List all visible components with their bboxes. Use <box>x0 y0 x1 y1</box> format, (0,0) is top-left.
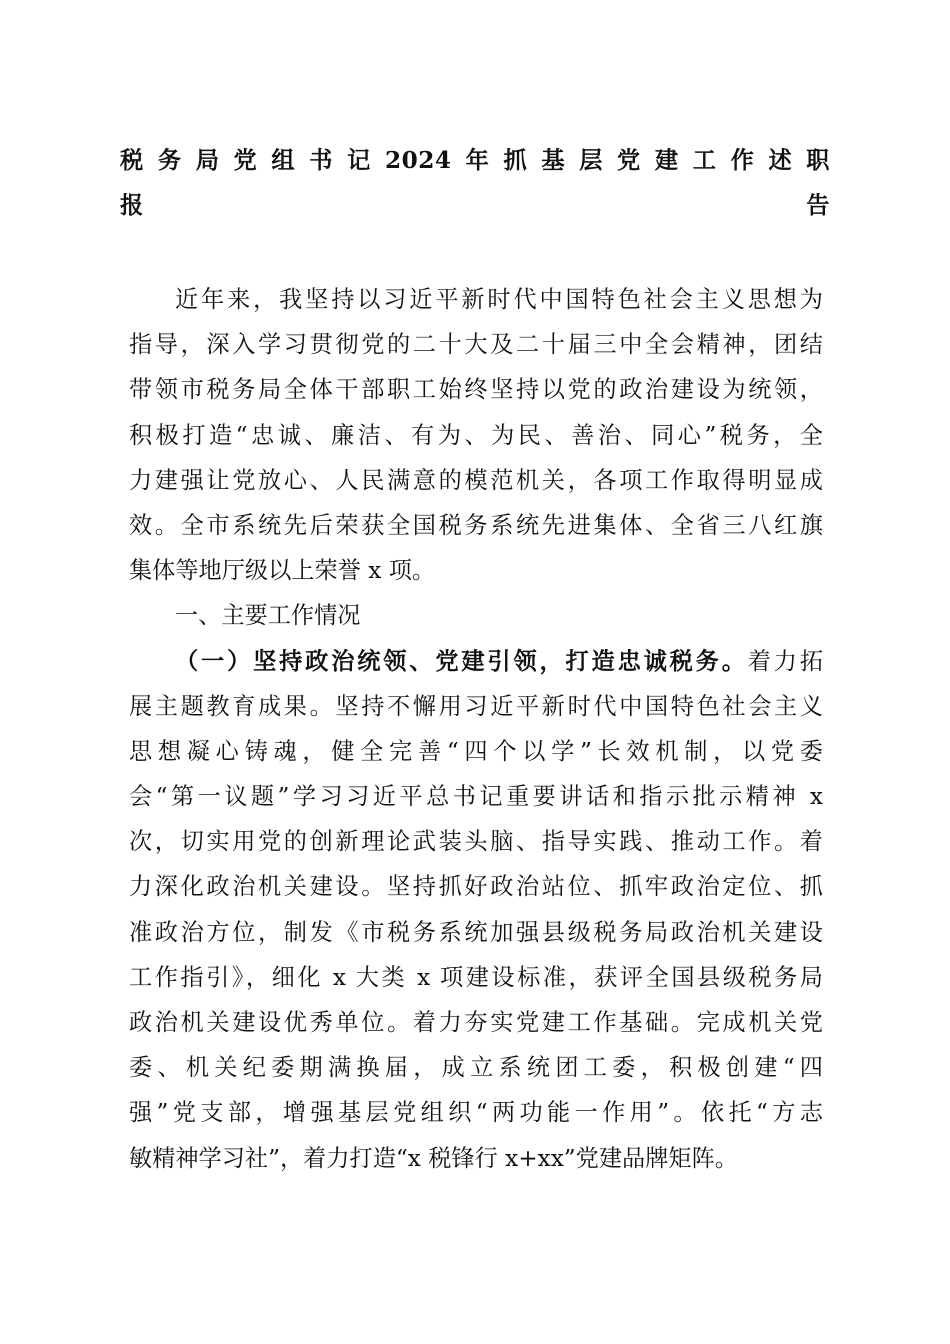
paragraph-line: 力深化政治机关建设。坚持抓好政治站位、抓牢政治定位、抓 <box>129 873 823 901</box>
paragraph-line: 指导，深入学习贯彻党的二十大及二十届三中全会精神，团结 <box>129 331 823 359</box>
document-body <box>129 277 823 1181</box>
document-title <box>120 138 830 228</box>
paragraph-line: 会“第一议题”学习习近平总书记重要讲话和指示批示精神 x <box>129 783 823 811</box>
paragraph-line: 近年来，我坚持以习近平新时代中国特色社会主义思想为 <box>175 286 823 313</box>
paragraph-line: 强”党支部，增强基层党组织“两功能一作用”。依托“方志 <box>129 1099 823 1127</box>
paragraph-line: 思想凝心铸魂，健全完善“四个以学”长效机制，以党委 <box>129 737 823 765</box>
paragraph-line: 积极打造“忠诚、廉洁、有为、为民、善治、同心”税务，全 <box>129 421 823 449</box>
section-heading-main-work: 一、主要工作情况 <box>175 602 361 630</box>
subsection-heading: （一）坚持政治统领、党建引领，打造忠诚税务。 <box>175 647 748 675</box>
title-line-1: 税务局党组书记2024年抓基层党建工作述职 <box>120 147 830 174</box>
paragraph-line: 带领市税务局全体干部职工始终坚持以党的政治建设为统领， <box>129 376 823 404</box>
paragraph-intro <box>129 277 823 593</box>
paragraph-political-leadership <box>129 639 823 1181</box>
paragraph-line: 敏精神学习社”，着力打造“x 税锋行 x+xx”党建品牌矩阵。 <box>129 1144 738 1172</box>
paragraph-line: 展主题教育成果。坚持不懈用习近平新时代中国特色社会主义 <box>129 692 823 720</box>
paragraph-line: 集体等地厅级以上荣誉 x 项。 <box>129 557 436 585</box>
paragraph-text: 着力拓 <box>747 647 824 675</box>
title-line-2: 报告 <box>120 192 830 220</box>
paragraph-line: 次，切实用党的创新理论武装头脑、指导实践、推动工作。着 <box>129 828 823 856</box>
paragraph-line: 力建强让党放心、人民满意的模范机关，各项工作取得明显成 <box>129 466 823 494</box>
paragraph-line: 委、机关纪委期满换届，成立系统团工委，积极创建“四 <box>129 1054 823 1082</box>
paragraph-line: 准政治方位，制发《市税务系统加强县级税务局政治机关建设 <box>129 918 823 946</box>
paragraph-line: 效。全市系统先后荣获全国税务系统先进集体、全省三八红旗 <box>129 511 823 539</box>
paragraph-line: 工作指引》，细化 x 大类 x 项建设标准，获评全国县级税务局 <box>129 963 823 991</box>
paragraph-line: 政治机关建设优秀单位。着力夯实党建工作基础。完成机关党 <box>129 1009 823 1036</box>
paragraph-line-first <box>129 639 823 684</box>
